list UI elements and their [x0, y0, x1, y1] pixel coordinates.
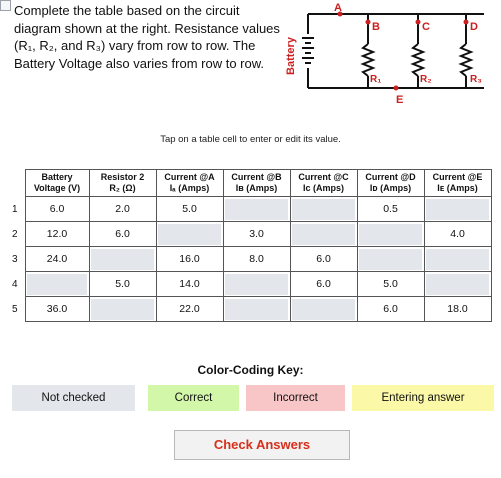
color-key-title: Color-Coding Key: — [197, 363, 304, 377]
row-number: 1 — [12, 203, 18, 215]
table-row — [6, 297, 491, 322]
cell-current-a[interactable]: 16.0 — [156, 247, 223, 272]
cell-current-a[interactable]: 22.0 — [156, 297, 223, 322]
header-current-b: Current @B Iʙ (Amps) — [223, 170, 290, 197]
cell-current-d[interactable]: 5.0 — [357, 272, 424, 297]
key-incorrect: Incorrect — [246, 385, 345, 411]
cell-battery-voltage[interactable] — [25, 272, 89, 297]
node-c-label: C — [422, 21, 430, 33]
cell-current-d[interactable] — [357, 247, 424, 272]
intro-text: Complete the table based on the circuit diagram shown at the right. Resistance values (R₁, R₂, and R₃) vary from row to row. The Battery Voltage also varies from row to row. — [14, 3, 280, 71]
r1-label: R₁ — [370, 74, 382, 85]
cell-current-a[interactable]: 14.0 — [156, 272, 223, 297]
cell-battery-voltage[interactable]: 12.0 — [25, 222, 89, 247]
table-row — [6, 272, 491, 297]
cell-current-a[interactable] — [156, 222, 223, 247]
cell-current-c[interactable]: 6.0 — [290, 247, 357, 272]
node-e-label: E — [396, 94, 404, 106]
checkbox-icon[interactable] — [0, 0, 11, 11]
cell-current-b[interactable]: 8.0 — [223, 247, 290, 272]
header-current-c: Current @C Iᴄ (Amps) — [290, 170, 357, 197]
cell-battery-voltage[interactable]: 6.0 — [25, 197, 89, 222]
cell-battery-voltage[interactable]: 24.0 — [25, 247, 89, 272]
row-number: 4 — [12, 278, 18, 290]
r3-label: R₃ — [470, 74, 482, 85]
row-number: 3 — [12, 253, 18, 265]
instructions: Tap on a table cell to enter or edit its value. — [160, 134, 341, 145]
header-resistor-2: Resistor 2 R₂ (Ω) — [89, 170, 156, 197]
key-entering-answer: Entering answer — [352, 385, 494, 411]
cell-current-b[interactable]: 3.0 — [223, 222, 290, 247]
row-number: 2 — [12, 228, 18, 240]
cell-current-b[interactable] — [223, 297, 290, 322]
node-d-label: D — [470, 21, 478, 33]
cell-resistor-2[interactable] — [89, 247, 156, 272]
cell-current-e[interactable]: 18.0 — [424, 297, 491, 322]
battery-label: Battery — [285, 37, 297, 75]
data-table-container — [6, 169, 492, 322]
cell-current-e[interactable] — [424, 197, 491, 222]
cell-current-c[interactable] — [290, 222, 357, 247]
cell-current-d[interactable] — [357, 222, 424, 247]
circuit-diagram — [285, 0, 496, 110]
cell-current-d[interactable]: 0.5 — [357, 197, 424, 222]
cell-current-b[interactable] — [223, 197, 290, 222]
cell-battery-voltage[interactable]: 36.0 — [25, 297, 89, 322]
header-battery-voltage: Battery Voltage (V) — [25, 170, 89, 197]
table-row — [6, 247, 491, 272]
cell-current-b[interactable] — [223, 272, 290, 297]
cell-resistor-2[interactable]: 2.0 — [89, 197, 156, 222]
cell-current-a[interactable]: 5.0 — [156, 197, 223, 222]
cell-current-c[interactable] — [290, 297, 357, 322]
key-not-checked: Not checked — [12, 385, 135, 411]
header-row — [6, 170, 491, 197]
header-current-a: Current @A Iₐ (Amps) — [156, 170, 223, 197]
header-current-e: Current @E Iᴇ (Amps) — [424, 170, 491, 197]
cell-current-c[interactable] — [290, 197, 357, 222]
cell-current-e[interactable]: 4.0 — [424, 222, 491, 247]
r2-label: R₂ — [420, 74, 432, 85]
node-a-label: A — [334, 2, 342, 14]
cell-resistor-2[interactable]: 6.0 — [89, 222, 156, 247]
data-table — [6, 169, 492, 322]
cell-current-d[interactable]: 6.0 — [357, 297, 424, 322]
cell-current-e[interactable] — [424, 247, 491, 272]
check-answers-button[interactable]: Check Answers — [174, 430, 350, 460]
node-b-label: B — [372, 21, 380, 33]
cell-resistor-2[interactable]: 5.0 — [89, 272, 156, 297]
table-row — [6, 222, 491, 247]
row-number: 5 — [12, 303, 18, 315]
key-correct: Correct — [148, 385, 239, 411]
header-current-d: Current @D Iᴅ (Amps) — [357, 170, 424, 197]
cell-current-c[interactable]: 6.0 — [290, 272, 357, 297]
table-row — [6, 197, 491, 222]
cell-resistor-2[interactable] — [89, 297, 156, 322]
cell-current-e[interactable] — [424, 272, 491, 297]
